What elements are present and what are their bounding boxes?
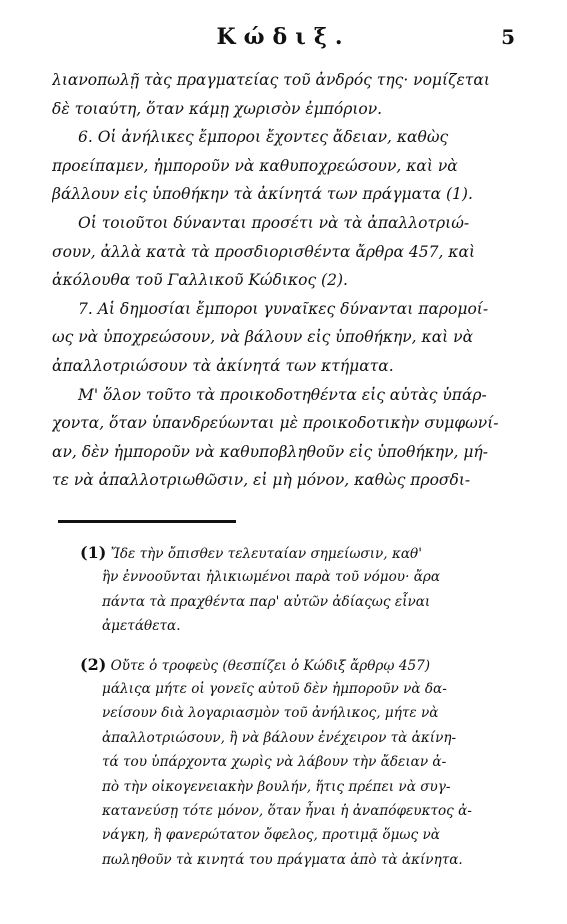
footnote-2-first-line xyxy=(80,653,520,677)
running-title: Κώδιξ. xyxy=(216,24,351,50)
footnote-2-text: Οὔτε ὁ τροφεὺς (θεσπίζει ὁ Κώδιξ ἄρθρῳ 457) xyxy=(110,657,431,674)
footnote-2-number: (2) xyxy=(80,654,107,674)
paragraph-6-start: 6. Οἱ ἀνήλικες ἔμποροι ἔχοντες ἄδειαν, καθὼς xyxy=(78,128,449,147)
text-line: δὲ τοιαύτη, ὅταν κάμῃ χωρισὸν ἐμπόριον. xyxy=(52,99,383,118)
footnotes-block xyxy=(80,541,520,872)
footnote-line: πάντα τὰ πραχθέντα παρ' αὐτῶν ἀδίαςως εἶναι xyxy=(102,593,431,610)
text-line: ἀκόλουθα τοῦ Γαλλικοῦ Κώδικος (2). xyxy=(52,271,348,290)
text-line: τε νὰ ἀπαλλοτριωθῶσιν, εἰ μὴ μόνον, καθὼς προσδι- xyxy=(52,471,471,490)
paragraph-7-start: 7. Αἱ δημοσίαι ἔμποροι γυναῖκες δύνανται παρομοί- xyxy=(78,299,489,318)
footnote-line: ἀπαλλοτριώσουν, ἢ νὰ βάλουν ἐνέχειρον τὰ ἀκίνη- xyxy=(102,729,457,746)
main-text-block xyxy=(52,66,520,495)
text-line: λιανοπωλῇ τὰς πραγματείας τοῦ ἀνδρός της· νομίζεται xyxy=(52,71,490,89)
footnote-line: νείσουν διὰ λογαριασμὸν τοῦ ἀνήλικος, μήτε νὰ xyxy=(102,705,439,722)
text-line: ἀπαλλοτριώσουν τὰ ἀκίνητά των κτήματα. xyxy=(52,356,394,375)
footnote-1-text: Ἴδε τὴν ὄπισθεν τελευταίαν σημείωσιν, καθ' xyxy=(110,546,422,562)
text-line: προείπαμεν, ἠμποροῦν νὰ καθυποχρεώσουν, καὶ νὰ xyxy=(52,156,458,175)
footnote-line: νάγκη, ἢ φανερώτατον ὄφελος, προτιμᾷ ὅμως νὰ xyxy=(102,827,440,844)
text-line: βάλλουν εἰς ὑποθήκην τὰ ἀκίνητά των πράγματα (1). xyxy=(52,185,473,204)
text-line: ως νὰ ὑποχρεώσουν, νὰ βάλουν εἰς ὑποθήκην, καὶ νὰ xyxy=(52,328,474,347)
footnote-line: ἀμετάθετα. xyxy=(102,618,181,635)
footnote-line: κατανεύσῃ τότε μόνον, ὅταν ἦναι ἡ ἀναπόφευκτος ἀ- xyxy=(102,802,472,819)
footnote-line: μάλιςα μήτε οἱ γονεῖς αὐτοῦ δὲν ἠμποροῦν νὰ δα- xyxy=(102,680,447,697)
footnote-line: ἣν ἐννοοῦνται ἠλικιωμένοι παρὰ τοῦ νόμου· ἄρα xyxy=(102,569,441,586)
page-header xyxy=(0,22,567,52)
footnote-line: τά του ὑπάρχοντα χωρὶς νὰ λάβουν τὴν ἄδειαν ἀ- xyxy=(102,754,447,771)
footnote-1-number: (1) xyxy=(80,543,107,562)
footnote-line: πὸ τὴν οἰκογενειακὴν βουλήν, ἥτις πρέπει νὰ συγ- xyxy=(102,778,451,795)
footnote-1-first-line xyxy=(80,541,520,565)
footnote-separator xyxy=(58,520,236,523)
text-line: σουν, ἀλλὰ κατὰ τὰ προσδιορισθέντα ἄρθρα 457, καὶ xyxy=(52,242,476,261)
text-line: Οἱ τοιοῦτοι δύνανται προσέτι νὰ τὰ ἀπαλλοτριώ- xyxy=(78,213,470,232)
text-line: αν, δὲν ἠμποροῦν νὰ καθυποβληθοῦν εἰς ὑποθήκην, μή- xyxy=(52,442,488,461)
footnote-gap xyxy=(80,639,520,653)
text-line: χοντα, ὅταν ὑπανδρεύωνται μὲ προικοδοτικὴν συμφωνί- xyxy=(52,414,499,433)
page-number: 5 xyxy=(501,25,515,49)
text-line: Μ' ὅλον τοῦτο τὰ προικοδοτηθέντα εἰς αὐτὰς ὑπάρ- xyxy=(78,385,487,404)
footnote-line: πωληθοῦν τὰ κινητά του πράγματα ἀπὸ τὰ ἀκίνητα. xyxy=(102,851,463,868)
